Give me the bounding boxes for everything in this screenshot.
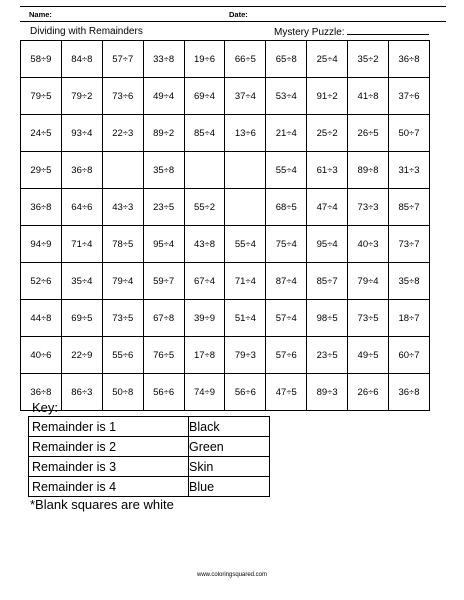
grid-row [21, 374, 430, 411]
grid-cell: 95÷4 [307, 226, 348, 263]
grid-cell: 57÷7 [102, 41, 143, 78]
grid-cell: 89÷2 [143, 115, 184, 152]
key-remainder-label: Remainder is 1 [29, 417, 189, 437]
grid-cell: 36÷8 [389, 374, 430, 411]
grid-cell: 43÷8 [184, 226, 225, 263]
grid-cell: 93÷4 [61, 115, 102, 152]
grid-row [21, 78, 430, 115]
mystery-label: Mystery Puzzle: [274, 27, 345, 38]
grid-row [21, 152, 430, 189]
grid-cell: 55÷4 [225, 226, 266, 263]
puzzle-grid [20, 40, 430, 411]
grid-cell: 55÷2 [184, 189, 225, 226]
grid-cell: 89÷3 [307, 374, 348, 411]
grid-cell: 25÷4 [307, 41, 348, 78]
grid-cell [184, 152, 225, 189]
key-row [29, 477, 270, 497]
grid-cell: 73÷5 [102, 300, 143, 337]
grid-cell: 26÷6 [348, 374, 389, 411]
grid-cell: 57÷4 [266, 300, 307, 337]
key-row [29, 417, 270, 437]
grid-cell: 79÷4 [348, 263, 389, 300]
grid-cell: 18÷7 [389, 300, 430, 337]
grid-cell: 24÷5 [21, 115, 62, 152]
grid-cell: 87÷4 [266, 263, 307, 300]
grid-cell: 85÷7 [389, 189, 430, 226]
footer-url: www.coloringsquared.com [196, 572, 268, 578]
date-label: Date: [229, 10, 248, 19]
grid-cell: 79÷4 [102, 263, 143, 300]
grid-cell: 29÷5 [21, 152, 62, 189]
grid-cell: 37÷4 [225, 78, 266, 115]
grid-cell: 61÷3 [307, 152, 348, 189]
key-color-name: Green [189, 437, 270, 457]
grid-cell: 23÷5 [143, 189, 184, 226]
grid-cell: 67÷8 [143, 300, 184, 337]
grid-cell: 68÷5 [266, 189, 307, 226]
grid-cell: 60÷7 [389, 337, 430, 374]
worksheet-title: Dividing with Remainders [30, 26, 143, 37]
grid-cell: 17÷8 [184, 337, 225, 374]
grid-cell: 55÷6 [102, 337, 143, 374]
grid-cell: 35÷2 [348, 41, 389, 78]
grid-cell: 74÷9 [184, 374, 225, 411]
grid-cell: 75÷4 [266, 226, 307, 263]
key-row [29, 437, 270, 457]
grid-cell: 21÷4 [266, 115, 307, 152]
grid-cell: 73÷6 [102, 78, 143, 115]
grid-cell: 36÷8 [389, 41, 430, 78]
key-row [29, 457, 270, 477]
grid-cell: 58÷9 [21, 41, 62, 78]
grid-cell: 35÷8 [389, 263, 430, 300]
grid-cell: 43÷3 [102, 189, 143, 226]
grid-cell: 19÷6 [184, 41, 225, 78]
grid-cell: 76÷5 [143, 337, 184, 374]
grid-cell: 85÷7 [307, 263, 348, 300]
grid-row [21, 41, 430, 78]
grid-cell: 78÷5 [102, 226, 143, 263]
key-color-name: Skin [189, 457, 270, 477]
grid-cell: 91÷2 [307, 78, 348, 115]
mystery-blank-line [347, 26, 429, 35]
grid-cell: 36÷8 [21, 189, 62, 226]
grid-cell: 53÷4 [266, 78, 307, 115]
grid-cell: 59÷7 [143, 263, 184, 300]
grid-cell: 73÷3 [348, 189, 389, 226]
grid-cell: 57÷6 [266, 337, 307, 374]
grid-cell: 35÷4 [61, 263, 102, 300]
key-color-name: Blue [189, 477, 270, 497]
grid-cell: 50÷7 [389, 115, 430, 152]
grid-cell: 47÷5 [266, 374, 307, 411]
key-title: Key: [32, 400, 59, 415]
grid-cell: 41÷8 [348, 78, 389, 115]
grid-cell: 36÷8 [21, 374, 62, 411]
grid-cell: 22÷9 [61, 337, 102, 374]
name-label: Name: [29, 10, 52, 19]
grid-cell: 36÷8 [61, 152, 102, 189]
grid-row [21, 337, 430, 374]
grid-cell: 44÷8 [21, 300, 62, 337]
blank-squares-note: *Blank squares are white [30, 497, 174, 512]
key-remainder-label: Remainder is 4 [29, 477, 189, 497]
grid-cell: 50÷8 [102, 374, 143, 411]
grid-cell: 64÷6 [61, 189, 102, 226]
grid-cell: 55÷4 [266, 152, 307, 189]
grid-row [21, 189, 430, 226]
grid-cell: 49÷4 [143, 78, 184, 115]
grid-cell: 56÷6 [225, 374, 266, 411]
key-color-name: Black [189, 417, 270, 437]
grid-cell [225, 189, 266, 226]
color-key [28, 416, 270, 497]
grid-cell [102, 152, 143, 189]
grid-cell: 71÷4 [225, 263, 266, 300]
grid-cell: 95÷4 [143, 226, 184, 263]
grid-cell: 35÷8 [143, 152, 184, 189]
grid-cell: 39÷9 [184, 300, 225, 337]
grid-cell: 86÷3 [61, 374, 102, 411]
grid-cell [225, 152, 266, 189]
grid-row [21, 226, 430, 263]
grid-cell: 66÷5 [225, 41, 266, 78]
grid-cell: 73÷5 [348, 300, 389, 337]
grid-row [21, 115, 430, 152]
grid-cell: 98÷5 [307, 300, 348, 337]
grid-cell: 47÷4 [307, 189, 348, 226]
mystery-puzzle [274, 26, 429, 38]
grid-cell: 13÷6 [225, 115, 266, 152]
grid-cell: 23÷5 [307, 337, 348, 374]
grid-cell: 69÷4 [184, 78, 225, 115]
key-remainder-label: Remainder is 2 [29, 437, 189, 457]
grid-cell: 84÷8 [61, 41, 102, 78]
grid-cell: 79÷2 [61, 78, 102, 115]
grid-cell: 67÷4 [184, 263, 225, 300]
grid-cell: 94÷9 [21, 226, 62, 263]
grid-cell: 22÷3 [102, 115, 143, 152]
grid-cell: 51÷4 [225, 300, 266, 337]
grid-cell: 65÷8 [266, 41, 307, 78]
grid-cell: 31÷3 [389, 152, 430, 189]
header-top-rule [20, 6, 446, 7]
grid-cell: 71÷4 [61, 226, 102, 263]
grid-cell: 52÷6 [21, 263, 62, 300]
grid-cell: 89÷8 [348, 152, 389, 189]
grid-cell: 79÷5 [21, 78, 62, 115]
grid-cell: 85÷4 [184, 115, 225, 152]
grid-cell: 26÷5 [348, 115, 389, 152]
grid-cell: 49÷5 [348, 337, 389, 374]
grid-cell: 40÷6 [21, 337, 62, 374]
grid-cell: 69÷5 [61, 300, 102, 337]
grid-cell: 56÷6 [143, 374, 184, 411]
grid-cell: 25÷2 [307, 115, 348, 152]
grid-cell: 33÷8 [143, 41, 184, 78]
header-bottom-rule [20, 21, 446, 22]
grid-cell: 37÷6 [389, 78, 430, 115]
grid-row [21, 263, 430, 300]
grid-cell: 40÷3 [348, 226, 389, 263]
grid-cell: 79÷3 [225, 337, 266, 374]
grid-cell: 73÷7 [389, 226, 430, 263]
grid-row [21, 300, 430, 337]
key-remainder-label: Remainder is 3 [29, 457, 189, 477]
